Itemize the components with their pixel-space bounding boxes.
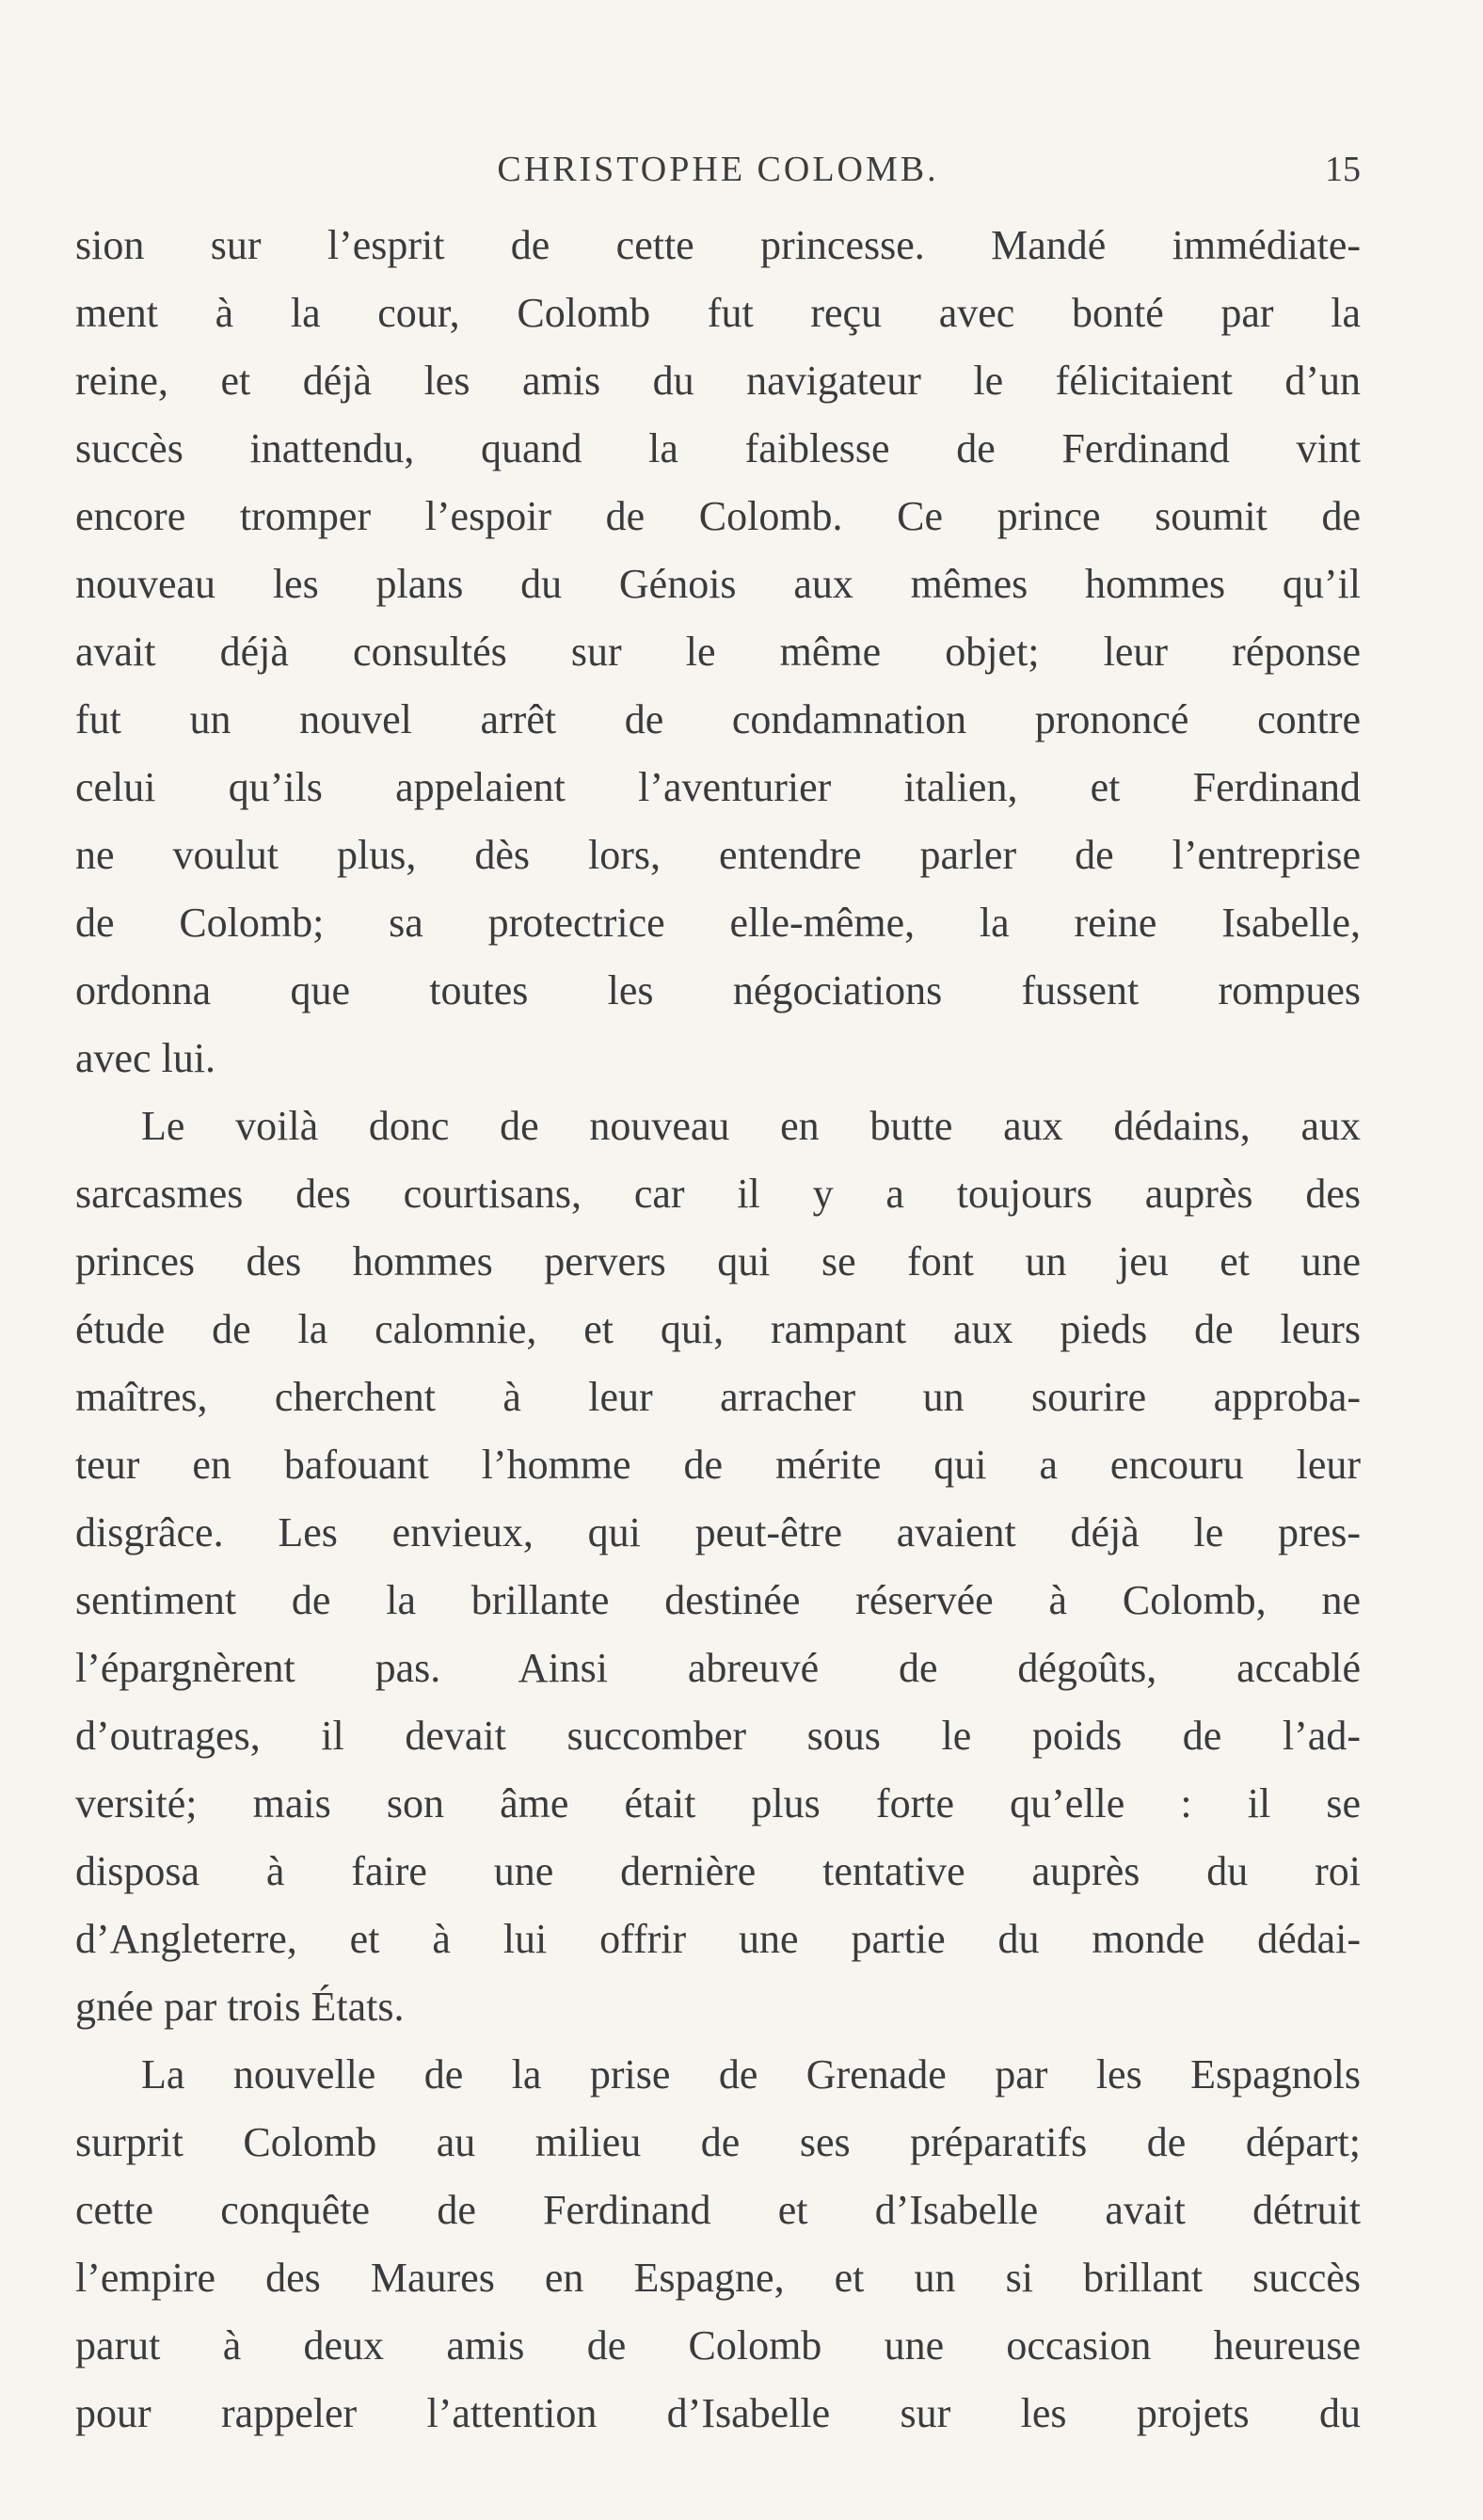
text-line: ne voulut plus, dès lors, entendre parler de l’entreprise bbox=[75, 832, 1361, 878]
page-number: 15 bbox=[1325, 150, 1361, 189]
text-line: l’empire des Maures en Espagne, et un si brillant succès bbox=[75, 2255, 1361, 2301]
text-line: ment à la cour, Colomb fut reçu avec bonté par la bbox=[75, 290, 1361, 336]
text-line: ordonna que toutes les négociations fussent rompues bbox=[75, 967, 1361, 1013]
text-line: surprit Colomb au milieu de ses préparatifs de départ; bbox=[75, 2119, 1361, 2165]
running-head bbox=[75, 141, 1361, 198]
text-line: encore tromper l’espoir de Colomb. Ce prince soumit de bbox=[75, 493, 1361, 539]
text-line: nouveau les plans du Génois aux mêmes hommes qu’il bbox=[75, 561, 1361, 607]
text-line: teur en bafouant l’homme de mérite qui a encouru leur bbox=[75, 1442, 1361, 1488]
paragraph-end-line: gnée par trois États. bbox=[75, 1984, 405, 2030]
paragraph-end-line: avec lui. bbox=[75, 1035, 216, 1081]
page-title: CHRISTOPHE COLOMB. bbox=[497, 150, 939, 189]
text-line: pour rappeler l’attention d’Isabelle sur les projets du bbox=[75, 2390, 1361, 2436]
text-line: cette conquête de Ferdinand et d’Isabelle avait détruit bbox=[75, 2187, 1361, 2233]
text-line: fut un nouvel arrêt de condamnation prononcé contre bbox=[75, 696, 1361, 742]
text-line: d’outrages, il devait succomber sous le poids de l’ad- bbox=[75, 1713, 1361, 1759]
text-line: l’épargnèrent pas. Ainsi abreuvé de dégoûts, accablé bbox=[75, 1645, 1361, 1691]
paragraph-start-line: La nouvelle de la prise de Grenade par les Espagnols bbox=[141, 2051, 1361, 2097]
body-text bbox=[75, 212, 1361, 2448]
text-line: succès inattendu, quand la faiblesse de Ferdinand vint bbox=[75, 425, 1361, 471]
text-line: sarcasmes des courtisans, car il y a toujours auprès des bbox=[75, 1171, 1361, 1217]
text-line: étude de la calomnie, et qui, rampant aux pieds de leurs bbox=[75, 1306, 1361, 1352]
text-line: sion sur l’esprit de cette princesse. Mandé immédiate- bbox=[75, 222, 1361, 268]
text-line: versité; mais son âme était plus forte qu’elle : il se bbox=[75, 1780, 1361, 1826]
text-line: disgrâce. Les envieux, qui peut-être avaient déjà le pres- bbox=[75, 1509, 1361, 1555]
paragraph-start-line: Le voilà donc de nouveau en butte aux dédains, aux bbox=[141, 1103, 1361, 1149]
text-line: d’Angleterre, et à lui offrir une partie du monde dédai- bbox=[75, 1916, 1361, 1962]
text-line: parut à deux amis de Colomb une occasion heureuse bbox=[75, 2322, 1361, 2368]
text-line: de Colomb; sa protectrice elle-même, la reine Isabelle, bbox=[75, 900, 1361, 946]
text-line: celui qu’ils appelaient l’aventurier italien, et Ferdinand bbox=[75, 764, 1361, 810]
text-line: reine, et déjà les amis du navigateur le félicitaient d’un bbox=[75, 358, 1361, 404]
text-line: sentiment de la brillante destinée réservée à Colomb, ne bbox=[75, 1577, 1361, 1623]
text-line: disposa à faire une dernière tentative auprès du roi bbox=[75, 1848, 1361, 1894]
text-line: avait déjà consultés sur le même objet; leur réponse bbox=[75, 629, 1361, 675]
text-line: maîtres, cherchent à leur arracher un sourire approba- bbox=[75, 1374, 1361, 1420]
text-line: princes des hommes pervers qui se font un jeu et une bbox=[75, 1238, 1361, 1284]
